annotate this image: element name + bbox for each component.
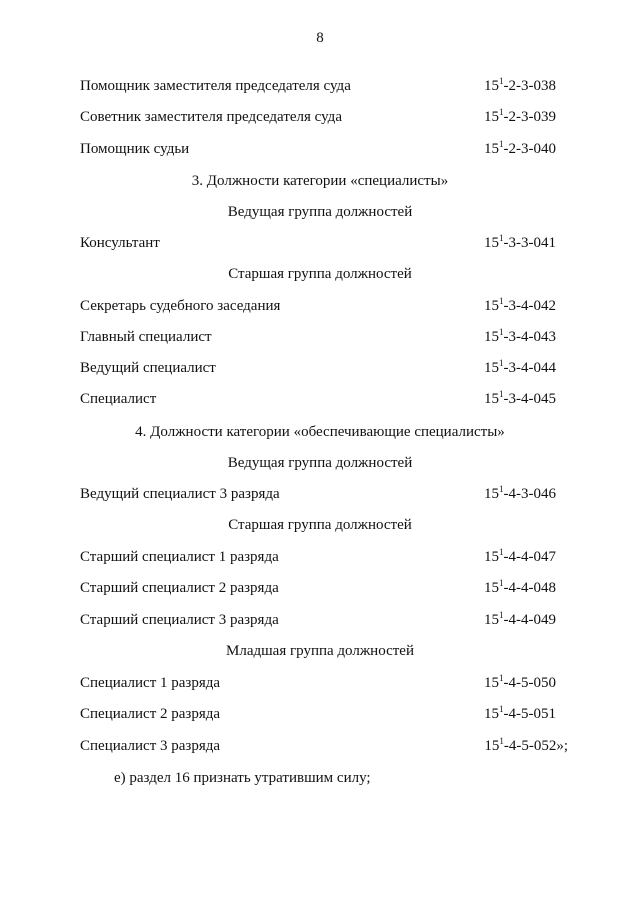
position-code: $15^1-3-3-041$ [484, 233, 556, 251]
closing-paragraph: е) раздел 16 признать утратившим силу; [114, 770, 371, 786]
position-code: $15^1-3-4-045$ [484, 389, 556, 407]
group-heading: Ведущая группа должностей [227, 204, 413, 220]
page-number: 8 [316, 30, 324, 46]
position-title: Старший специалист 1 разряда [80, 549, 279, 565]
position-title: Специалист 3 разряда [80, 738, 221, 754]
position-title: Помощник судьи [80, 141, 190, 157]
position-title: Секретарь судебного заседания [80, 298, 281, 314]
position-code: $15^1-2-3-039$ [484, 107, 556, 125]
position-code: $15^1-4-4-049$ [484, 610, 556, 628]
position-code: $15^1-2-3-038$ [484, 76, 556, 94]
section-heading: 3. Должности категории «специалисты» [191, 173, 449, 189]
position-title: Специалист 1 разряда [80, 675, 221, 691]
position-title: Старший специалист 3 разряда [80, 612, 279, 628]
position-code: $15^1-2-3-040$ [484, 139, 556, 157]
position-title: Советник заместителя председателя суда [80, 109, 342, 125]
position-title: Главный специалист [80, 329, 212, 345]
position-code: $15^1-3-4-042$ [484, 296, 556, 314]
position-code: $15^1-4-5-052$»; [484, 736, 568, 754]
group-heading: Старшая группа должностей [228, 517, 412, 533]
position-code: $15^1-3-4-044$ [484, 358, 556, 376]
group-heading: Ведущая группа должностей [227, 455, 413, 471]
group-heading: Младшая группа должностей [226, 643, 414, 659]
section-heading: 4. Должности категории «обеспечивающие специалисты» [135, 424, 505, 440]
position-title: Старший специалист 2 разряда [80, 580, 279, 596]
position-code: $15^1-4-3-046$ [484, 484, 556, 502]
position-title: Ведущий специалист [80, 360, 216, 376]
position-title: Ведущий специалист 3 разряда [80, 486, 280, 502]
position-code: $15^1-4-4-048$ [484, 578, 556, 596]
position-code: $15^1-4-5-050$ [484, 673, 556, 691]
position-code: $15^1-4-4-047$ [484, 547, 556, 565]
position-title: Специалист [80, 391, 157, 407]
position-code: $15^1-3-4-043$ [484, 327, 556, 345]
group-heading: Старшая группа должностей [228, 266, 412, 282]
position-title: Специалист 2 разряда [80, 706, 221, 722]
position-title: Консультант [80, 235, 160, 251]
position-code: $15^1-4-5-051$ [484, 704, 556, 722]
position-title: Помощник заместителя председателя суда [80, 78, 351, 94]
